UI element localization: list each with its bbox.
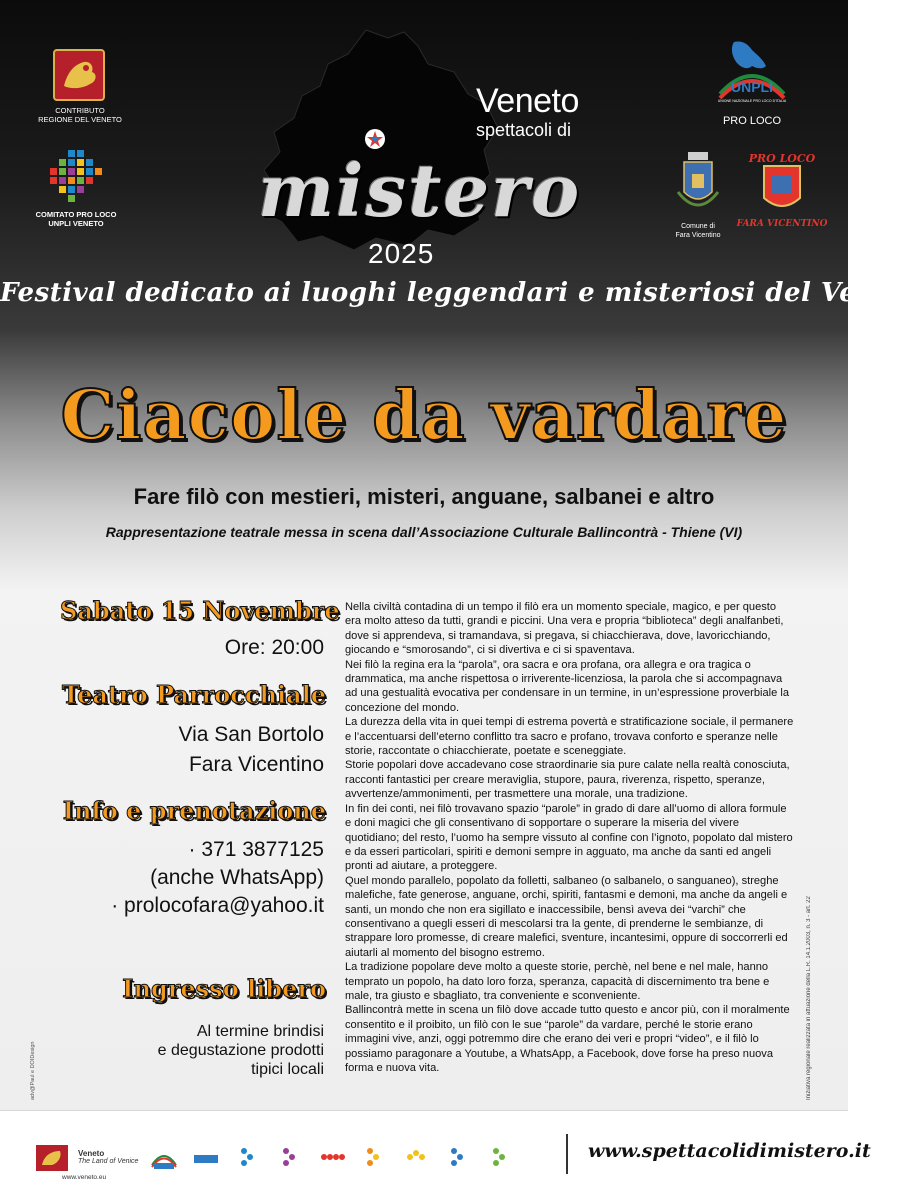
proloco-footer-logo (190, 1143, 222, 1173)
unpli-padova-logo (274, 1143, 306, 1173)
body-paragraph: Nella civiltà contadina di un tempo il filò era un momento speciale, magico, e per questo era molto atteso da tutti, grandi e piccini. Una vera e propria “biblioteca” degli analfanbeti, dove si apprendeva, si tramandava, si pregava, si chiacchierava, dove, lavoricchiando, giocando e “smorosando”, ci si divertiva e ci si spaventava. (345, 601, 784, 657)
whatsapp-note: (anche WhatsApp) (150, 866, 324, 889)
headline-band (0, 330, 848, 590)
unpli-veneto-logo (44, 148, 106, 206)
unpli-treviso-logo (358, 1143, 390, 1173)
proloco-fara-top: PRO LOCO (748, 152, 816, 165)
title-year: 2025 (368, 238, 435, 269)
footer-sponsor-logos (36, 1138, 516, 1178)
email-address[interactable]: · prolocofara@yahoo.it (111, 894, 324, 917)
proloco-text: PRO LOCO (722, 115, 782, 127)
proloco-fara-bottom: FARA VICENTINO (736, 219, 828, 229)
body-paragraph: In fin dei conti, nei filò trovavano spazio “parole” in grado di dare all’uomo di allora formule e doni magici che gli consentivano di sopportare o superare la miseria del vivere quotidiano; del resto, l’uomo ha sempre vissuto al confine con l’ignoto, popolato dal mistero e da esseri particolari, spiriti e demoni sempre in agguato, ma anche da santi ed angeli pronti ad aiutare, a proteggere. (345, 802, 793, 873)
unpli-belluno-logo (232, 1143, 264, 1173)
after-event-note: Al termine brindisi e degustazione prodotti tipici locali (157, 1023, 324, 1078)
body-paragraph: Ballincontrà mette in scena un filò dove accade tutto questo e ancor più, con il moralmente consentito e il proibito, un filò con le sue “parole” da vardare, perché le storie erano immagini vive, anzi, oggi potremmo dire che erano dei veri e propri “video”, e il filò lo possiamo paragonare a Youtube, a WhatsApp, a Facebook, dove forse ha preso nuova forma e nuova vita. (345, 1004, 790, 1074)
footer-divider (566, 1134, 568, 1174)
venue-street: Via San Bortolo (178, 723, 324, 746)
body-paragraph: Nei filò la regina era la “parola”, ora sacra e ora profana, ora allegra e ora tragica o drammatica, ma anche rispettosa o irriverente-licenziosa, la parola che si accompagnava ad una gestualità evocativa per condensare in un termine, in un’espressione proverbiale la concezione del mondo. (345, 658, 790, 714)
regione-veneto-lion-logo (52, 48, 106, 102)
unpli-sub-text: UNIONE NAZIONALE PRO LOCO D'ITALIA (717, 99, 787, 103)
veneto-land-text: Veneto The Land of Venice (78, 1149, 139, 1165)
body-paragraph: Storie popolari dove accadevano cose straordinarie sia pure calate nella realtà conosciuta, racconti fantastici per creare meraviglia, stupore, paura, riverenza, rispetto, speranze, avvertenze/ammonimenti, per trasmettere una morale, una tradizione. (345, 759, 790, 801)
contacts (60, 836, 324, 920)
design-credit: adv@Paul e DOIDesign (30, 1041, 36, 1100)
event-subtitle-company: Rappresentazione teatrale messa in scena dall’Associazione Culturale Ballincontrà - Thiene (VI) (105, 524, 743, 540)
unpli-vicenza-logo (484, 1143, 516, 1173)
info-title: Info e prenotazione (62, 796, 326, 825)
title-mistero: mistero (258, 148, 582, 233)
unpli-text: UNPLI (731, 79, 773, 95)
regione-label: CONTRIBUTO REGIONE DEL VENETO (38, 106, 122, 124)
comune-label: Comune di Fara Vicentino (675, 223, 721, 239)
entry-title: Ingresso libero (122, 974, 326, 1003)
venue-title: Teatro Parrocchiale (62, 680, 326, 709)
festival-tagline: Festival dedicato ai luoghi leggendari e misteriosi del Veneto (0, 278, 923, 308)
festival-website-link[interactable]: www.spettacolidimistero.it (588, 1140, 871, 1162)
unpli-venezia-logo (400, 1143, 432, 1173)
body-paragraph: La tradizione popolare deve molto a queste storie, perchè, nel bene e nel male, hanno temprato un popolo, ha dato loro forza, speranza, capacità di discernimento tra bene e male, tra giusto e sbagliato, tra conveniente e sconveniente. (345, 961, 770, 1002)
comune-fara-coat-of-arms (676, 152, 720, 218)
star-icon (364, 128, 386, 150)
unpli-footer-logo (148, 1143, 180, 1173)
veneto-land-logo (36, 1143, 68, 1173)
body-paragraph: La durezza della vita in quei tempi di estrema povertà e stratificazione sociale, il permanere e l’accentuarsi dell’eterno conflitto tra sacro e profano, trovava conforto e speranze nelle storie, raccontate o chiacchierate, poetate e sceneggiate. (345, 716, 794, 758)
title-spettacoli: spettacoli di (476, 120, 572, 140)
proloco-fara-logo (736, 150, 828, 230)
unpli-rovigo-logo (316, 1143, 348, 1173)
event-subtitle: Fare filò con mestieri, misteri, anguane, salbanei e altro (133, 484, 715, 509)
regional-initiative-note: Iniziativa regionale realizzata in attuazione della L.R. 14.1.2003, n. 3 - art. 22 (806, 896, 812, 1100)
veneto-site-text[interactable]: www.veneto.eu (62, 1174, 107, 1181)
unpli-italia-logo (712, 36, 792, 136)
event-time: Ore: 20:00 (224, 636, 324, 659)
body-text (345, 600, 795, 1075)
title-veneto: Veneto (476, 82, 579, 120)
event-headline: Ciacole da vardare (60, 376, 788, 456)
body-paragraph: Quel mondo parallelo, popolato da folletti, salbaneo (o salbanelo, o sanguaneo), streghe malefiche, fate generose, anguane, orchi, spiriti, fantasmi e demoni, ma anche da angeli e santi, un mondo che non era sigillato e inaccessibile, bensì aveva dei “varchi” che consentivano a quegli esseri di mescolarsi tra la gente, di prenderne le sembianze, di strappare loro promesse, di creare malefici, sventure, incantesimi, oppure di soccorrerli ed aiutarli al momento del bisogno estremo. (345, 874, 788, 959)
venue-city: Fara Vicentino (188, 753, 324, 776)
event-date: Sabato 15 Novembre (60, 596, 340, 625)
unpli-verona-logo (442, 1143, 474, 1173)
phone-number[interactable]: · 371 3877125 (188, 838, 324, 861)
unpli-veneto-label: COMITATO PRO LOCO UNPLI VENETO (35, 210, 117, 228)
venue-address (60, 720, 324, 780)
